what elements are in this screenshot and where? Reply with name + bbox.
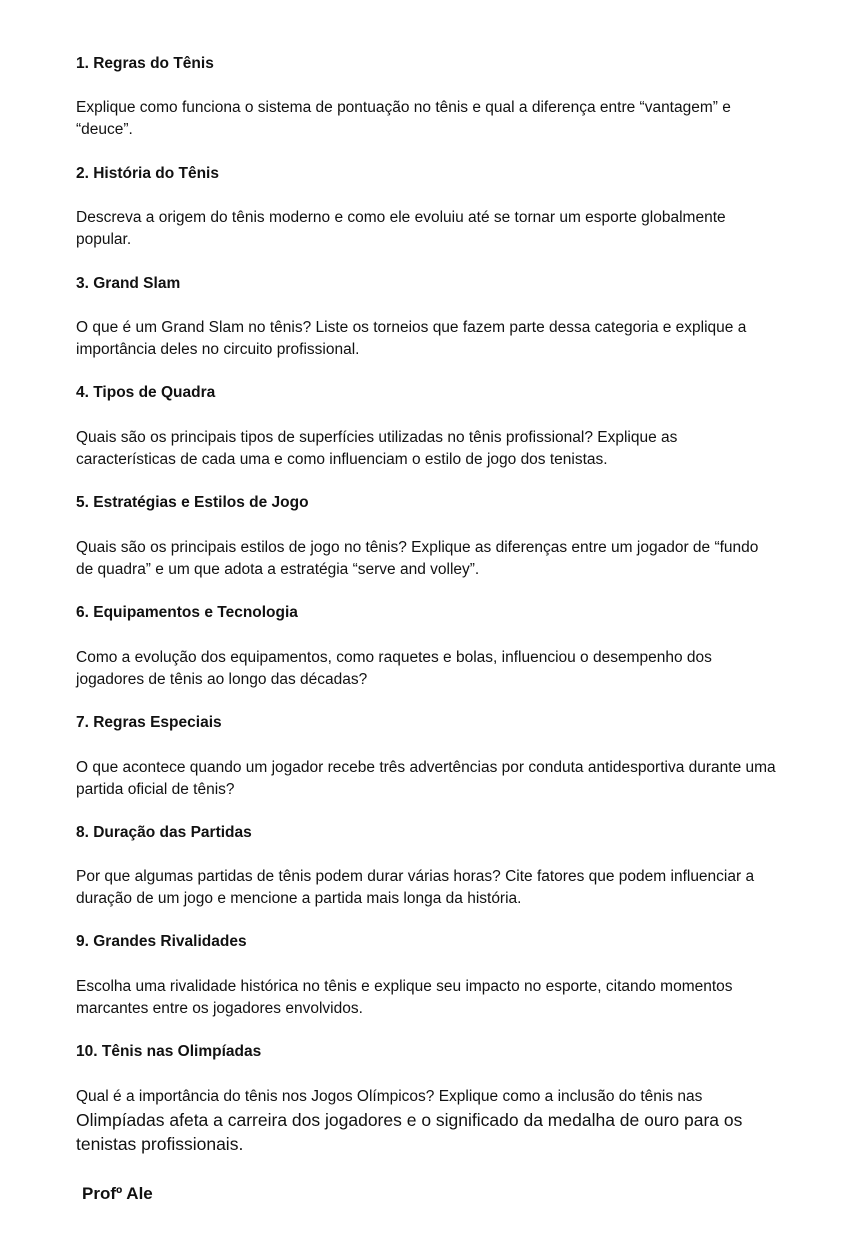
signature: Profº Ale	[82, 1184, 153, 1203]
section-3-line-2: importância deles no circuito profissional.	[76, 341, 360, 358]
section-6-question	[76, 647, 846, 691]
section-5-title: 5. Estratégias e Estilos de Jogo	[76, 494, 309, 511]
section-10-line-3: tenistas profissionais.	[76, 1134, 244, 1154]
section-10-question	[76, 1086, 846, 1156]
section-8-line-1: Por que algumas partidas de tênis podem durar várias horas? Cite fatores que podem influenciar a	[76, 868, 755, 885]
section-9-line-2: marcantes entre os jogadores envolvidos.	[76, 1000, 363, 1017]
section-4-line-2: características de cada uma e como influenciam o estilo de jogo dos tenistas.	[76, 451, 608, 468]
section-3-question	[76, 317, 846, 361]
section-7-line-1: O que acontece quando um jogador recebe três advertências por conduta antidesportiva durante uma	[76, 759, 776, 776]
section-1-line-2: “deuce”.	[76, 121, 133, 138]
section-1-title: 1. Regras do Tênis	[76, 55, 214, 72]
section-4-question	[76, 427, 846, 471]
section-4-line-1: Quais são os principais tipos de superfícies utilizadas no tênis profissional? Explique as	[76, 429, 678, 446]
section-6-line-2: jogadores de tênis ao longo das décadas?	[76, 671, 368, 688]
section-8-line-2: duração de um jogo e mencione a partida mais longa da história.	[76, 890, 522, 907]
section-5-line-2: de quadra” e um que adota a estratégia “serve and volley”.	[76, 561, 480, 578]
section-3-title: 3. Grand Slam	[76, 275, 181, 292]
section-1-question	[76, 97, 846, 141]
section-6-title: 6. Equipamentos e Tecnologia	[76, 604, 298, 621]
section-5-line-1: Quais são os principais estilos de jogo no tênis? Explique as diferenças entre um jogador de “fundo	[76, 539, 759, 556]
section-9-question	[76, 976, 846, 1020]
section-9-line-1: Escolha uma rivalidade histórica no tênis e explique seu impacto no esporte, citando momentos	[76, 978, 733, 995]
section-3-line-1: O que é um Grand Slam no tênis? Liste os torneios que fazem parte dessa categoria e explique a	[76, 319, 747, 336]
section-7-line-2: partida oficial de tênis?	[76, 781, 235, 798]
section-10-title: 10. Tênis nas Olimpíadas	[76, 1043, 262, 1060]
section-10-line-2: Olimpíadas afeta a carreira dos jogadores e o significado da medalha de ouro para os	[76, 1110, 743, 1130]
section-4-title: 4. Tipos de Quadra	[76, 384, 216, 401]
section-1-line-1: Explique como funciona o sistema de pontuação no tênis e qual a diferença entre “vantagem” e	[76, 99, 731, 116]
section-8-question	[76, 866, 846, 910]
section-9-title: 9. Grandes Rivalidades	[76, 933, 247, 950]
section-2-title: 2. História do Tênis	[76, 165, 219, 182]
section-7-question	[76, 757, 846, 801]
section-5-question	[76, 537, 846, 581]
section-10-line-1: Qual é a importância do tênis nos Jogos Olímpicos? Explique como a inclusão do tênis nas	[76, 1088, 703, 1105]
section-8-title: 8. Duração das Partidas	[76, 824, 252, 841]
section-2-line-2: popular.	[76, 231, 132, 248]
section-2-line-1: Descreva a origem do tênis moderno e como ele evoluiu até se tornar um esporte globalmente	[76, 209, 726, 226]
section-7-title: 7. Regras Especiais	[76, 714, 222, 731]
section-2-question	[76, 207, 846, 251]
section-6-line-1: Como a evolução dos equipamentos, como raquetes e bolas, influenciou o desempenho dos	[76, 649, 712, 666]
